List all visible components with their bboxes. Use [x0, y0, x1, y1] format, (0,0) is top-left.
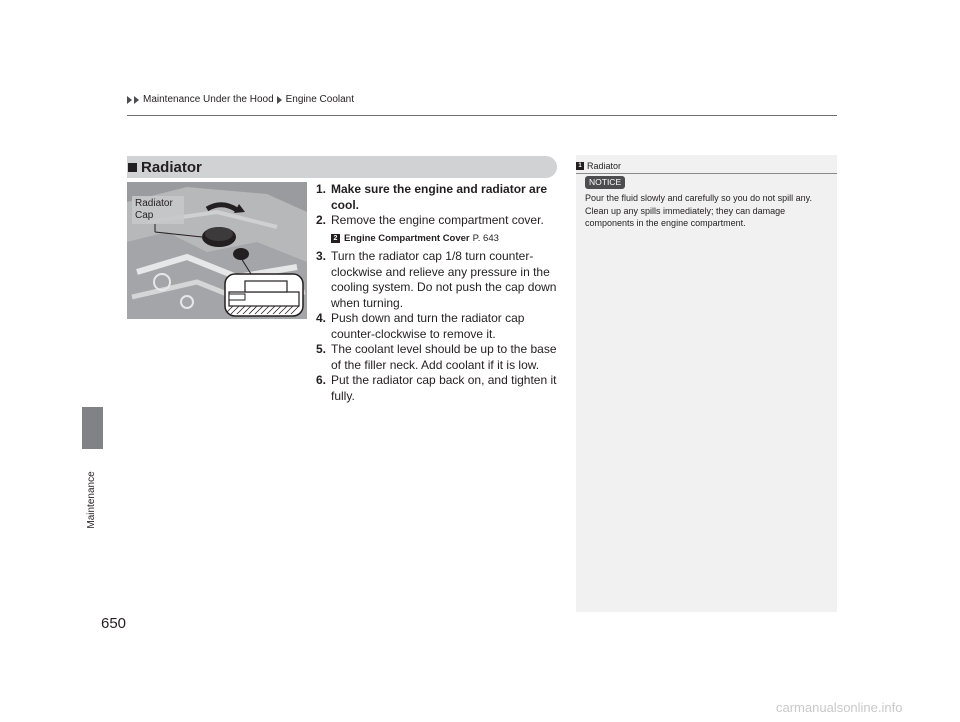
step-text: Remove the engine compartment cover.	[331, 213, 544, 227]
chapter-tab-label: Maintenance	[86, 471, 97, 529]
section-square-icon	[128, 163, 137, 172]
cross-reference-link[interactable]	[316, 231, 564, 247]
step-item	[316, 249, 564, 311]
breadcrumb-current-engine-coolant: Engine Coolant	[285, 94, 355, 105]
step-text: Turn the radiator cap 1/8 turn counter-clockwise and relieve any pressure in the cooling system. Do not push the cap down when turning.	[331, 249, 557, 310]
breadcrumb-link-maintenance-under-hood[interactable]: Maintenance Under the Hood	[143, 94, 274, 105]
reference-arrow-icon: 2	[331, 234, 340, 243]
step-item	[316, 373, 564, 404]
section-title: Radiator	[141, 158, 202, 176]
xref-page: P. 643	[472, 232, 499, 244]
sidebar-heading-text: Radiator	[587, 161, 622, 171]
step-number: 5.	[316, 342, 327, 356]
watermark: carmanualsonline.info	[776, 700, 903, 715]
figure-label-radiator: Radiator	[135, 198, 173, 209]
step-text: Make sure the engine and radiator are cool.	[331, 182, 548, 212]
step-number: 1.	[316, 182, 327, 196]
breadcrumb-arrow-icon	[127, 96, 132, 104]
breadcrumb-arrow-icon	[277, 96, 282, 104]
page-number: 650	[101, 615, 127, 632]
step-item	[316, 342, 564, 373]
radiator-cap-illustration	[127, 182, 307, 319]
figure-callout	[135, 198, 173, 222]
notice-badge: NOTICE	[585, 176, 625, 189]
sidebar-heading	[576, 159, 837, 174]
breadcrumb	[127, 94, 354, 105]
chapter-tab-marker[interactable]	[82, 407, 103, 449]
breadcrumb-arrow-icon	[134, 96, 139, 104]
step-item	[316, 182, 564, 213]
xref-title: Engine Compartment Cover	[344, 232, 470, 244]
note-marker-icon: 1	[576, 162, 584, 170]
notes-sidebar	[576, 155, 837, 612]
section-heading-bar	[127, 156, 557, 178]
step-text: Put the radiator cap back on, and tighten it fully.	[331, 373, 557, 403]
step-item	[316, 213, 564, 229]
instruction-steps	[316, 182, 564, 404]
step-text: Push down and turn the radiator cap counter-clockwise to remove it.	[331, 311, 525, 341]
figure-label-cap: Cap	[135, 210, 154, 221]
step-text: The coolant level should be up to the base of the filler neck. Add coolant if it is low.	[331, 342, 557, 372]
header-divider	[127, 115, 837, 116]
step-number: 3.	[316, 249, 327, 263]
step-item	[316, 311, 564, 342]
step-number: 6.	[316, 373, 327, 387]
notice-text: Pour the fluid slowly and carefully so you do not spill any. Clean up any spills immediately; they can damage components in the engine compartment.	[585, 193, 812, 228]
step-number: 2.	[316, 213, 327, 227]
step-number: 4.	[316, 311, 327, 325]
